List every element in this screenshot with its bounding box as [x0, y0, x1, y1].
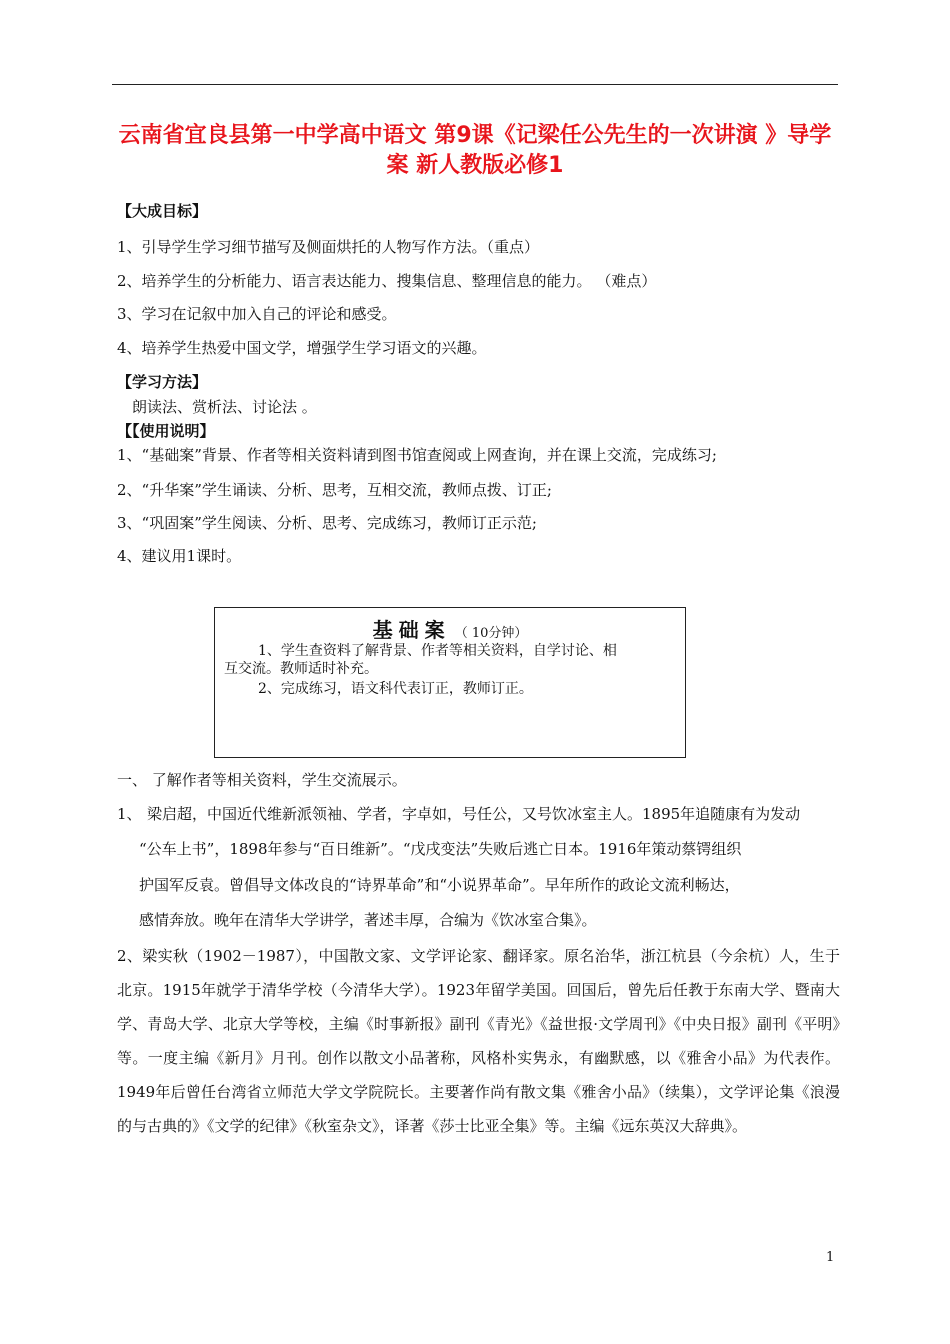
- goal-item-2: 2、培养学生的分析能力、语言表达能力、搜集信息、整理信息的能力。 （难点）: [117, 272, 657, 290]
- goals-heading: 【大成目标】: [117, 202, 208, 220]
- header-rule: [112, 84, 838, 85]
- methods-heading: 【学习方法】: [117, 373, 208, 391]
- usage-item-4: 4、建议用1课时。: [117, 547, 242, 565]
- box-line-2: 互交流。教师适时补充。: [224, 661, 378, 677]
- item1-line-3: 护国军反袁。曾倡导文体改良的“诗界革命”和“小说界革命”。早年所作的政论文流利畅达，: [139, 876, 740, 894]
- foundation-box: [214, 607, 686, 758]
- usage-item-3: 3、“巩固案”学生阅读、分析、思考、完成练习，教师订正示范;: [117, 514, 537, 532]
- goal-item-1: 1、引导学生学习细节描写及侧面烘托的人物写作方法。（重点）: [117, 238, 540, 256]
- goal-item-3: 3、学习在记叙中加入自己的评论和感受。: [117, 305, 397, 323]
- section1-heading: 一、 了解作者等相关资料，学生交流展示。: [117, 771, 407, 789]
- item1-line-4: 感情奔放。晚年在清华大学讲学，著述丰厚，合编为《饮冰室合集》。: [139, 911, 597, 929]
- usage-heading: 【【使用说明】: [117, 422, 215, 440]
- usage-item-2: 2、“升华案”学生诵读、分析、思考，互相交流，教师点拨、订正;: [117, 481, 552, 499]
- box-time: （ 10分钟）: [454, 626, 528, 641]
- box-line-3: 2、完成练习，语文科代表订正，教师订正。: [258, 681, 533, 697]
- item1-line-1: 梁启超，中国近代维新派领袖、学者，字卓如，号任公，又号饮冰室主人。1895年追随康有为发动: [147, 805, 801, 823]
- page-number: 1: [826, 1250, 835, 1265]
- methods-text: 朗读法、赏析法、讨论法 。: [132, 398, 317, 416]
- document-title: 云南省宜良县第一中学高中语文 第9课《记梁任公先生的一次讲演 》导学案 新人教版必修1: [118, 123, 832, 178]
- item1-line-2: “公车上书”，1898年参与“百日维新”。“戊戌变法”失败后逃亡日本。1916年策动蔡锷组织: [139, 840, 742, 858]
- box-title-main: 基础案: [372, 618, 451, 642]
- item1-number: 1、: [117, 805, 142, 823]
- box-title: [215, 614, 685, 643]
- item2-paragraph: 2、梁实秋（1902－1987），中国散文家、文学评论家、翻译家。原名治华，浙江杭县（今余杭）人，生于北京。1915年就学于清华学校（今清华大学）。1923年留学美国。回国后，曾先后任教于东南大学、暨南大学、青岛大学、北京大学等校，主编《时事新报》副刊《青光》《益世报·文学周刊》《中央日报》副刊《平明》等。一度主编《新月》月刊。创作以散文小品著称，风格朴实隽永，有幽默感，以《雅舍小品》为代表作。1949年后曾任台湾省立师范大学文学院院长。主要著作尚有散文集《雅舍小品》（续集），文学评论集《浪漫的与古典的》《文学的纪律》《秋室杂文》，译著《莎士比亚全集》等。主编《远东英汉大辞典》。: [117, 947, 840, 1135]
- box-line-1: 1、学生查资料了解背景、作者等相关资料，自学讨论、相: [258, 643, 617, 659]
- goal-item-4: 4、培养学生热爱中国文学，增强学生学习语文的兴趣。: [117, 339, 487, 357]
- usage-item-1: 1、“基础案”背景、作者等相关资料请到图书馆查阅或上网查询，并在课上交流，完成练习;: [117, 446, 717, 464]
